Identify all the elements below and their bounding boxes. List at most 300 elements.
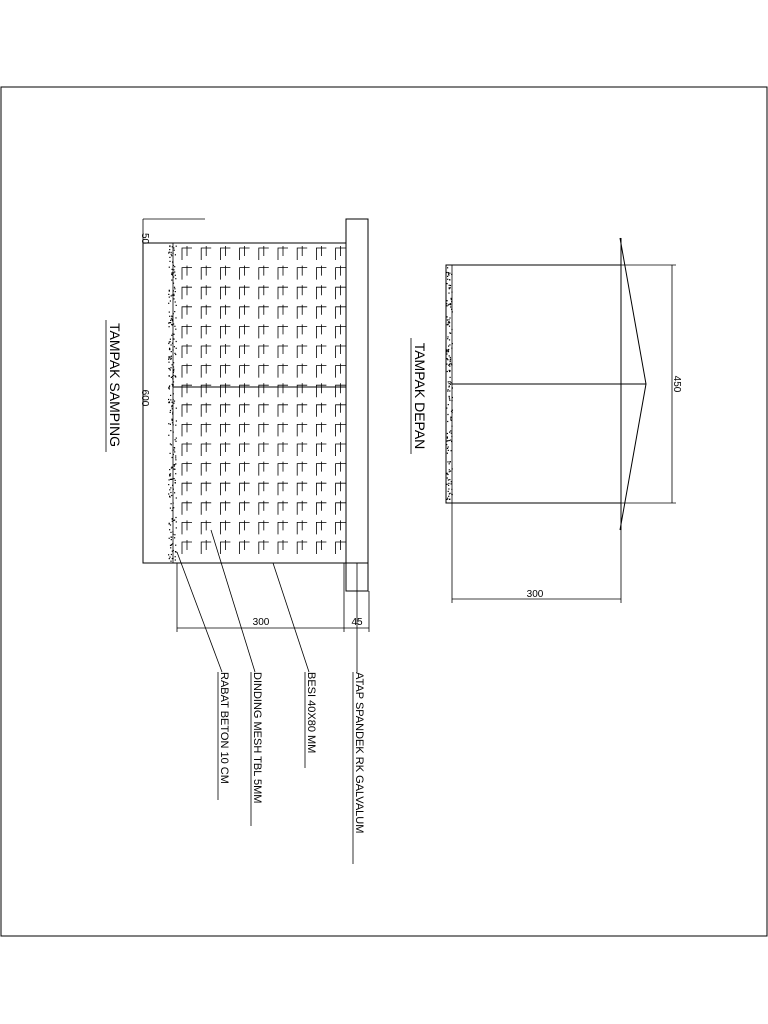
hatch-dot <box>173 295 174 296</box>
hatch-dot <box>173 294 174 295</box>
hatch-dot <box>168 323 169 324</box>
hatch-dot <box>447 319 448 320</box>
hatch-dot <box>447 477 448 478</box>
hatch-dot <box>170 532 171 533</box>
hatch-dot <box>449 317 450 318</box>
hatch-dot <box>451 400 452 401</box>
hatch-dot <box>448 450 449 451</box>
hatch-dot <box>451 420 452 421</box>
hatch-dot <box>171 467 172 468</box>
hatch-dot <box>452 412 453 413</box>
hatch-dot <box>169 257 170 258</box>
hatch-dot <box>172 246 173 247</box>
hatch-dot <box>450 360 451 361</box>
hatch-dot <box>171 344 172 345</box>
dim-top-label: 50 <box>139 233 150 245</box>
hatch-dot <box>173 375 174 376</box>
hatch-dot <box>447 391 448 392</box>
hatch-dot <box>451 292 452 293</box>
hatch-dot <box>446 408 447 409</box>
hatch-dot <box>448 322 449 323</box>
hatch-dot <box>170 473 171 474</box>
hatch-dot <box>446 353 447 354</box>
hatch-dot <box>173 370 174 371</box>
hatch-dot <box>170 524 171 525</box>
hatch-dot <box>448 386 449 387</box>
hatch-dot <box>448 491 449 492</box>
hatch-dot <box>168 423 169 424</box>
hatch-dot <box>169 523 170 524</box>
hatch-dot <box>173 399 174 400</box>
hatch-dot <box>452 387 453 388</box>
hatch-dot <box>447 305 448 306</box>
hatch-dot <box>174 447 175 448</box>
hatch-dot <box>172 349 173 350</box>
hatch-dot <box>171 254 172 255</box>
hatch-dot <box>171 479 172 480</box>
hatch-dot <box>173 298 174 299</box>
hatch-dot <box>174 520 175 521</box>
hatch-dot <box>449 479 450 480</box>
callout-rabat: RABAT BETON 10 CM <box>218 672 230 784</box>
hatch-dot <box>172 521 173 522</box>
hatch-dot <box>449 397 450 398</box>
leader-besi <box>273 563 309 672</box>
hatch-dot <box>451 301 452 302</box>
hatch-dot <box>448 496 449 497</box>
hatch-dot <box>169 297 170 298</box>
sheet-border <box>1 87 767 936</box>
hatch-dot <box>449 339 450 340</box>
hatch-dot <box>449 355 450 356</box>
hatch-dot <box>169 249 170 250</box>
hatch-dot <box>448 319 449 320</box>
hatch-dot <box>174 288 175 289</box>
hatch-dot <box>450 417 451 418</box>
hatch-dot <box>174 353 175 354</box>
hatch-dot <box>451 411 452 412</box>
hatch-dot <box>172 420 173 421</box>
hatch-dot <box>172 385 173 386</box>
front-dim-width-label: 300 <box>526 589 544 600</box>
hatch-dot <box>173 424 174 425</box>
hatch-dot <box>448 293 449 294</box>
hatch-dot <box>170 547 171 548</box>
hatch-dot <box>168 399 169 400</box>
hatch-dot <box>170 300 171 301</box>
hatch-dot <box>447 371 448 372</box>
hatch-dot <box>173 338 174 339</box>
hatch-dot <box>169 316 170 317</box>
hatch-dot <box>168 303 169 304</box>
hatch-dot <box>446 349 447 350</box>
hatch-dot <box>173 534 174 535</box>
hatch-dot <box>450 440 451 441</box>
hatch-dot <box>169 312 170 313</box>
hatch-dot <box>451 348 452 349</box>
hatch-dot <box>175 459 176 460</box>
hatch-dot <box>171 539 172 540</box>
hatch-dot <box>168 435 169 436</box>
hatch-dot <box>172 413 173 414</box>
hatch-dot <box>447 338 448 339</box>
hatch-dot <box>448 485 449 486</box>
hatch-dot <box>170 412 171 413</box>
hatch-dot <box>450 430 451 431</box>
hatch-dot <box>169 291 170 292</box>
hatch-dot <box>170 545 171 546</box>
hatch-dot <box>168 554 169 555</box>
hatch-dot <box>170 320 171 321</box>
hatch-dot <box>448 479 449 480</box>
hatch-dot <box>170 367 171 368</box>
hatch-dot <box>170 430 171 431</box>
hatch-dot <box>174 311 175 312</box>
hatch-dot <box>174 478 175 479</box>
hatch-dot <box>172 253 173 254</box>
hatch-dot <box>449 398 450 399</box>
hatch-dot <box>449 390 450 391</box>
hatch-dot <box>175 482 176 483</box>
hatch-dot <box>450 471 451 472</box>
hatch-dot <box>168 294 169 295</box>
hatch-dot <box>175 556 176 557</box>
hatch-dot <box>169 469 170 470</box>
hatch-dot <box>447 484 448 485</box>
hatch-dot <box>448 365 449 366</box>
hatch-dot <box>447 279 448 280</box>
hatch-dot <box>175 551 176 552</box>
hatch-dot <box>447 421 448 422</box>
hatch-dot <box>450 493 451 494</box>
roof-post <box>346 219 368 563</box>
hatch-dot <box>173 313 174 314</box>
hatch-dot <box>175 354 176 355</box>
hatch-dot <box>168 359 169 360</box>
hatch-dot <box>169 401 170 402</box>
hatch-dot <box>452 343 453 344</box>
hatch-dot <box>174 464 175 465</box>
hatch-dot <box>174 346 175 347</box>
hatch-dot <box>171 495 172 496</box>
callout-besi: BESI 40X80 MM <box>305 672 317 754</box>
hatch-dot <box>172 543 173 544</box>
hatch-dot <box>451 329 452 330</box>
hatch-dot <box>450 384 451 385</box>
hatch-dot <box>173 550 174 551</box>
mesh-grid <box>182 246 346 554</box>
hatch-dot <box>446 303 447 304</box>
hatch-dot <box>169 356 170 357</box>
hatch-dot <box>171 537 172 538</box>
hatch-dot <box>448 351 449 352</box>
hatch-dot <box>171 252 172 253</box>
front-view-title: TAMPAK DEPAN <box>412 342 428 450</box>
hatch-dot <box>173 362 174 363</box>
hatch-dot <box>170 424 171 425</box>
hatch-dot <box>449 344 450 345</box>
hatch-dot <box>175 455 176 456</box>
hatch-dot <box>175 275 176 276</box>
hatch-dot <box>175 301 176 302</box>
hatch-dot <box>172 408 173 409</box>
hatch-dot <box>448 404 449 405</box>
hatch-dot <box>172 419 173 420</box>
hatch-dot <box>169 489 170 490</box>
hatch-dot <box>169 261 170 262</box>
leader-dinding <box>211 530 255 672</box>
hatch-dot <box>168 252 169 253</box>
hatch-dot <box>174 271 175 272</box>
hatch-dot <box>447 300 448 301</box>
hatch-dot <box>176 348 177 349</box>
hatch-dot <box>175 441 176 442</box>
hatch-dot <box>170 508 171 509</box>
hatch-dot <box>175 278 176 279</box>
hatch-dot <box>171 295 172 296</box>
hatch-dot <box>174 250 175 251</box>
hatch-dot <box>173 432 174 433</box>
hatch-dot <box>171 377 172 378</box>
hatch-dot <box>173 393 174 394</box>
hatch-dot <box>452 311 453 312</box>
hatch-dot <box>447 499 448 500</box>
hatch-dot <box>449 285 450 286</box>
hatch-dot <box>176 408 177 409</box>
hatch-dot <box>449 366 450 367</box>
hatch-dot <box>176 521 177 522</box>
hatch-dot <box>447 358 448 359</box>
hatch-dot <box>171 324 172 325</box>
hatch-dot <box>169 348 170 349</box>
hatch-dot <box>447 414 448 415</box>
hatch-dot <box>169 246 170 247</box>
hatch-dot <box>173 247 174 248</box>
hatch-dot <box>449 326 450 327</box>
hatch-dot <box>447 453 448 454</box>
hatch-dot <box>448 389 449 390</box>
hatch-dot <box>170 359 171 360</box>
hatch-dot <box>175 473 176 474</box>
hatch-dot <box>450 461 451 462</box>
hatch-dot <box>449 469 450 470</box>
hatch-dot <box>174 451 175 452</box>
hatch-dot <box>173 489 174 490</box>
hatch-dot <box>171 554 172 555</box>
hatch-dot <box>172 378 173 379</box>
hatch-dot <box>169 326 170 327</box>
hatch-dot <box>451 363 452 364</box>
hatch-dot <box>448 321 449 322</box>
hatch-dot <box>175 291 176 292</box>
hatch-dot <box>448 275 449 276</box>
hatch-dot <box>172 558 173 559</box>
front-view <box>411 238 682 603</box>
hatch-dot <box>171 335 172 336</box>
hatch-dot <box>448 483 449 484</box>
hatch-dot <box>174 537 175 538</box>
hatch-dot <box>451 450 452 451</box>
hatch-dot <box>170 339 171 340</box>
hatch-dot <box>173 290 174 291</box>
hatch-dot <box>170 487 171 488</box>
hatch-dot <box>169 368 170 369</box>
hatch-dot <box>168 362 169 363</box>
hatch-dot <box>170 322 171 323</box>
hatch-dot <box>447 438 448 439</box>
hatch-dot <box>176 246 177 247</box>
hatch-dot <box>175 317 176 318</box>
hatch-dot <box>176 497 177 498</box>
hatch-dot <box>171 280 172 281</box>
hatch-dot <box>173 449 174 450</box>
hatch-dot <box>173 366 174 367</box>
hatch-dot <box>449 371 450 372</box>
hatch-dot <box>171 255 172 256</box>
dim-width-label: 300 <box>252 617 270 628</box>
hatch-dot <box>450 361 451 362</box>
hatch-dot <box>448 381 449 382</box>
hatch-dot <box>446 364 447 365</box>
hatch-dot <box>448 446 449 447</box>
hatch-dot <box>168 343 169 344</box>
hatch-dot <box>446 441 447 442</box>
hatch-dot <box>172 364 173 365</box>
hatch-dot <box>174 534 175 535</box>
hatch-dot <box>173 334 174 335</box>
hatch-dot <box>448 350 449 351</box>
hatch-dot <box>176 527 177 528</box>
hatch-dot <box>169 375 170 376</box>
hatch-dot <box>169 497 170 498</box>
leader-rabat <box>177 552 222 672</box>
hatch-dot <box>173 283 174 284</box>
hatch-dot <box>172 422 173 423</box>
hatch-dot <box>450 418 451 419</box>
hatch-dot <box>452 410 453 411</box>
hatch-dot <box>450 357 451 358</box>
hatch-dot <box>176 438 177 439</box>
hatch-dot <box>447 433 448 434</box>
hatch-dot <box>176 420 177 421</box>
hatch-dot <box>170 475 171 476</box>
hatch-dot <box>449 463 450 464</box>
hatch-dot <box>174 466 175 467</box>
hatch-dot <box>173 503 174 504</box>
hatch-dot <box>170 410 171 411</box>
hatch-dot <box>173 403 174 404</box>
hatch-dot <box>171 406 172 407</box>
hatch-dot <box>170 492 171 493</box>
hatch-dot <box>447 336 448 337</box>
hatch-dot <box>447 498 448 499</box>
hatch-dot <box>171 318 172 319</box>
hatch-dot <box>169 558 170 559</box>
hatch-dot <box>450 303 451 304</box>
hatch-dot <box>174 469 175 470</box>
hatch-dot <box>171 444 172 445</box>
hatch-dot <box>175 457 176 458</box>
hatch-dot <box>448 488 449 489</box>
hatch-dot <box>170 395 171 396</box>
hatch-dot <box>172 333 173 334</box>
hatch-dot <box>174 266 175 267</box>
hatch-dot <box>169 267 170 268</box>
hatch-dot <box>175 329 176 330</box>
hatch-dot <box>451 494 452 495</box>
hatch-dot <box>451 481 452 482</box>
hatch-dot <box>449 383 450 384</box>
side-view-title: TAMPAK SAMPING <box>107 323 123 447</box>
hatch-dot <box>447 267 448 268</box>
hatch-dot <box>175 425 176 426</box>
hatch-dot <box>448 346 449 347</box>
hatch-dot <box>174 326 175 327</box>
hatch-dot <box>451 483 452 484</box>
hatch-dot <box>452 397 453 398</box>
hatch-dot <box>449 279 450 280</box>
hatch-dot <box>451 489 452 490</box>
hatch-dot <box>173 381 174 382</box>
hatch-dot <box>176 305 177 306</box>
hatch-dot <box>168 493 169 494</box>
hatch-dot <box>171 503 172 504</box>
hatch-dot <box>451 441 452 442</box>
hatch-dot <box>172 405 173 406</box>
hatch-dot <box>449 332 450 333</box>
hatch-dot <box>169 479 170 480</box>
hatch-dot <box>173 269 174 270</box>
hatch-dot <box>169 529 170 530</box>
hatch-dot <box>173 507 174 508</box>
hatch-dot <box>169 538 170 539</box>
hatch-dot <box>448 324 449 325</box>
hatch-dot <box>451 298 452 299</box>
hatch-dot <box>172 272 173 273</box>
hatch-dot <box>447 272 448 273</box>
rabat-hatch <box>168 245 177 562</box>
hatch-dot <box>450 306 451 307</box>
hatch-dot <box>175 545 176 546</box>
hatch-dot <box>175 559 176 560</box>
hatch-dot <box>449 499 450 500</box>
hatch-dot <box>173 454 174 455</box>
hatch-dot <box>172 519 173 520</box>
hatch-dot <box>172 510 173 511</box>
side-view <box>106 219 369 632</box>
hatch-dot <box>447 473 448 474</box>
hatch-dot <box>170 356 171 357</box>
hatch-dot <box>170 453 171 454</box>
hatch-dot <box>448 272 449 273</box>
hatch-dot <box>451 426 452 427</box>
hatch-dot <box>173 323 174 324</box>
hatch-dot <box>175 376 176 377</box>
hatch-dot <box>447 448 448 449</box>
hatch-dot <box>173 369 174 370</box>
callout-atap: ATAP SPANDEK RK GALVALUM <box>353 672 365 834</box>
hatch-dot <box>447 316 448 317</box>
hatch-dot <box>175 517 176 518</box>
hatch-dot <box>446 444 447 445</box>
callout-dinding: DINDING MESH TBL 5MM <box>251 672 263 804</box>
hatch-dot <box>171 274 172 275</box>
hatch-dot <box>452 468 453 469</box>
hatch-dot <box>172 485 173 486</box>
hatch-dot <box>451 274 452 275</box>
hatch-dot <box>170 561 171 562</box>
hatch-dot <box>172 343 173 344</box>
